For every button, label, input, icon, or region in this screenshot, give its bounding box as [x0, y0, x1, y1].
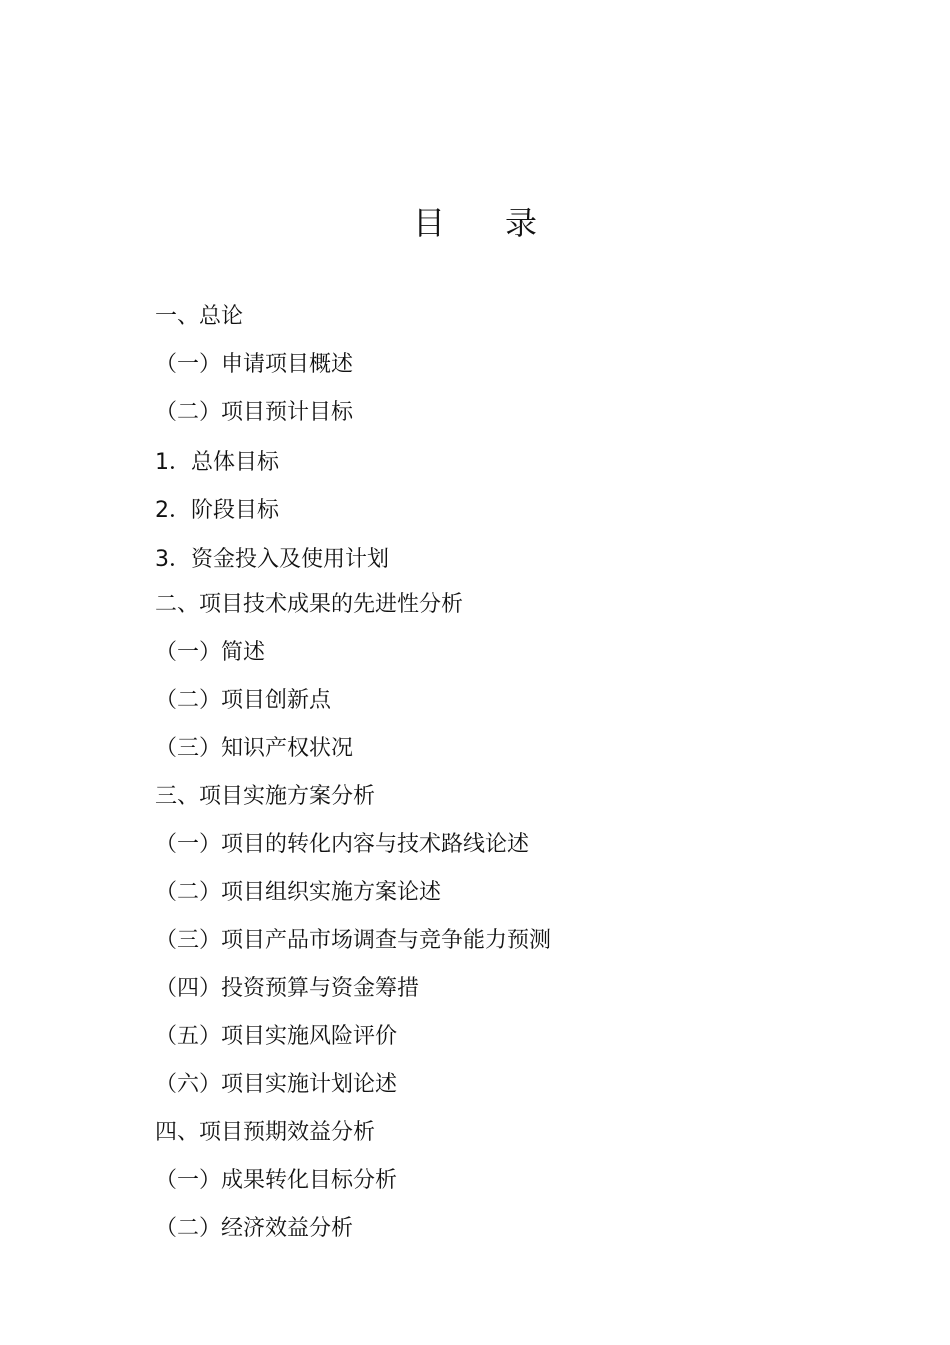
- toc-entry[interactable]: 四、项目预期效益分析: [155, 1120, 376, 1145]
- toc-entry[interactable]: 一、总论: [155, 304, 244, 329]
- toc-entry[interactable]: （三）项目产品市场调查与竞争能力预测: [155, 928, 552, 953]
- toc-entry[interactable]: （五）项目实施风险评价: [155, 1024, 398, 1049]
- toc-entry[interactable]: 2．阶段目标: [155, 498, 279, 523]
- toc-entry[interactable]: （二）项目预计目标: [155, 400, 354, 425]
- toc-entry[interactable]: （二）项目组织实施方案论述: [155, 880, 442, 905]
- toc-entry[interactable]: 3．资金投入及使用计划: [155, 547, 389, 572]
- toc-entry[interactable]: （一）申请项目概述: [155, 352, 354, 377]
- toc-title-char-1: 目: [412, 204, 445, 242]
- toc-entry[interactable]: 1．总体目标: [155, 450, 279, 475]
- toc-entry[interactable]: （一）成果转化目标分析: [155, 1168, 398, 1193]
- toc-title-char-2: 录: [505, 204, 538, 242]
- toc-title: [0, 198, 950, 244]
- toc-entry[interactable]: （二）项目创新点: [155, 688, 332, 713]
- toc-entry[interactable]: （一）简述: [155, 640, 266, 665]
- toc-entry[interactable]: （六）项目实施计划论述: [155, 1072, 398, 1097]
- toc-entry[interactable]: （四）投资预算与资金筹措: [155, 976, 420, 1001]
- toc-entry[interactable]: 二、项目技术成果的先进性分析: [155, 592, 464, 617]
- toc-entry[interactable]: （二）经济效益分析: [155, 1216, 354, 1241]
- toc-entry[interactable]: （一）项目的转化内容与技术路线论述: [155, 832, 530, 857]
- toc-entry[interactable]: 三、项目实施方案分析: [155, 784, 376, 809]
- toc-entry[interactable]: （三）知识产权状况: [155, 736, 354, 761]
